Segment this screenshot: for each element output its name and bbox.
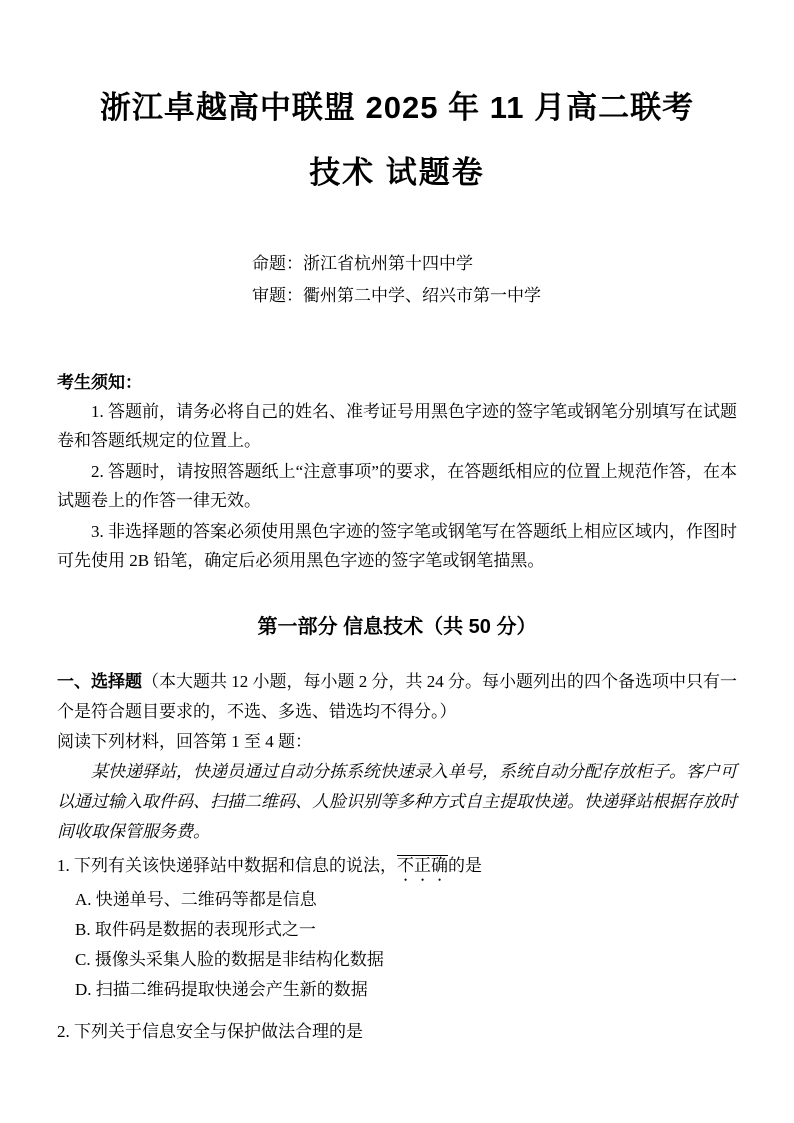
page-subtitle: 技术 试题卷 xyxy=(309,155,485,190)
material-paragraph: 某快递驿站，快递员通过自动分拣系统快速录入单号，系统自动分配存放柜子。客户可以通过输入取件码、扫描二维码、人脸识别等多种方式自主提取快递。快递驿站根据存放时间收取保管服务费。 xyxy=(57,762,737,841)
reviewer-line: 审题：衢州第二中学、绍兴市第一中学 xyxy=(252,286,541,305)
question-1-stem-suffix: 的是 xyxy=(448,856,482,875)
option-item: B. 取件码是数据的表现形式之一 xyxy=(75,920,316,939)
notice-item: 3. 非选择题的答案必须使用黑色字迹的签字笔或钢笔写在答题纸上相应区域内，作图时可先使用 2B 铅笔，确定后必须用黑色字迹的签字笔或钢笔描黑。 xyxy=(57,522,737,570)
notice-item: 1. 答题前，请务必将自己的姓名、准考证号用黑色字迹的签字笔或钢笔分别填写在试题卷和答题纸规定的位置上。 xyxy=(57,402,737,450)
notice-section xyxy=(57,368,737,575)
exam-meta xyxy=(252,248,737,312)
option-item: D. 扫描二维码提取快递会产生新的数据 xyxy=(75,980,368,999)
question-1-options xyxy=(57,885,737,1005)
reading-prompt: 阅读下列材料，回答第 1 至 4 题： xyxy=(57,732,312,751)
part1-heading: 第一部分 信息技术（共 50 分） xyxy=(257,616,537,638)
question-1-stem xyxy=(57,851,737,885)
section-description: （本大题共 12 小题，每小题 2 分，共 24 分。每小题列出的四个备选项中只有一个是符合题目要求的，不选、多选、错选均不得分。） xyxy=(57,672,737,721)
section-label: 一、选择题 xyxy=(57,672,142,691)
notice-heading: 考生须知： xyxy=(57,373,142,392)
question-1-stem-prefix: 1. 下列有关该快递驿站中数据和信息的说法， xyxy=(57,856,397,875)
page-title: 浙江卓越高中联盟 2025 年 11 月高二联考 xyxy=(99,90,695,125)
option-item: A. 快递单号、二维码等都是信息 xyxy=(75,890,317,909)
section-intro xyxy=(57,667,737,727)
proposer-line: 命题：浙江省杭州第十四中学 xyxy=(252,254,473,273)
question-2-stem: 2. 下列关于信息安全与保护做法合理的是 xyxy=(57,1022,363,1041)
emphasized-text: 不正确 xyxy=(397,856,448,875)
option-item: C. 摄像头采集人脸的数据是非结构化数据 xyxy=(75,950,384,969)
notice-item: 2. 答题时，请按照答题纸上“注意事项”的要求，在答题纸相应的位置上规范作答，在本试题卷上的作答一律无效。 xyxy=(57,462,737,510)
